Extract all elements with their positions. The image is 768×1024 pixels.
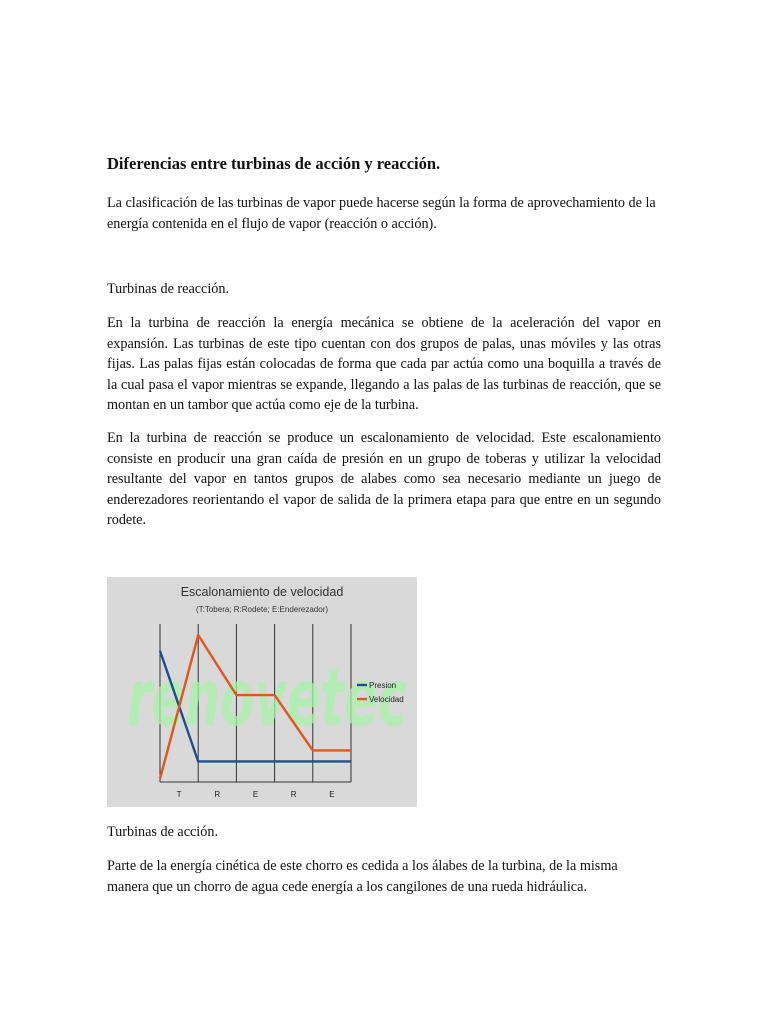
x-tick-label: T bbox=[176, 790, 182, 799]
x-tick-label: R bbox=[214, 790, 221, 799]
chart-title: Escalonamiento de velocidad bbox=[180, 585, 344, 599]
intro-paragraph: La clasificación de las turbinas de vapor puede hacerse según la forma de aprovechamiento de la energía contenida en el flujo de vapor (reacción o acción). bbox=[107, 195, 656, 232]
accion-paragraph-1: Parte de la energía cinética de este chorro es cedida a los álabes de la turbina, de la misma manera que un chorro de agua cede energía a los cangilones de una rueda hidráulica. bbox=[107, 858, 618, 895]
velocity-staging-chart bbox=[107, 577, 417, 807]
x-tick-label: E bbox=[252, 790, 259, 799]
document-title: Diferencias entre turbinas de acción y reacción. bbox=[107, 154, 441, 173]
chart-figure bbox=[107, 577, 417, 807]
reaccion-paragraph-2: En la turbina de reacción se produce un escalonamiento de velocidad. Este escalonamiento consiste en producir una gran caída de presión en un grupo de toberas y utilizar la velocidad resultante del vapor en tantos grupos de alabes como sea necesario mediante un juego de enderezadores reorientando el vapor de salida de la primera etapa para que entre en un segundo rodete. bbox=[107, 430, 661, 528]
chart-x-ticks bbox=[177, 790, 335, 799]
reaccion-paragraph-1: En la turbina de reacción la energía mecánica se obtiene de la aceleración del vapor en expansión. Las turbinas de este tipo cuentan con dos grupos de palas, unas móviles y las otras fijas. Las palas fijas están colocadas de forma que cada par actúa como una boquilla a través de la cual pasa el vapor mientras se expande, llegando a las palas de las turbinas de reacción, que se montan en un tambor que actúa como eje de la turbina. bbox=[107, 315, 661, 413]
legend-label-velocidad: Velocidad bbox=[369, 695, 404, 704]
section-heading-accion: Turbinas de acción. bbox=[107, 824, 218, 840]
x-tick-label: E bbox=[329, 790, 335, 799]
legend-label-presion: Presion bbox=[369, 681, 397, 690]
chart-subtitle: (T:Tobera; R:Rodete; E:Enderezador) bbox=[195, 605, 329, 614]
x-tick-label: R bbox=[290, 790, 297, 799]
section-heading-reaccion: Turbinas de reacción. bbox=[107, 281, 230, 297]
watermark-logo: renovetec bbox=[127, 654, 407, 744]
